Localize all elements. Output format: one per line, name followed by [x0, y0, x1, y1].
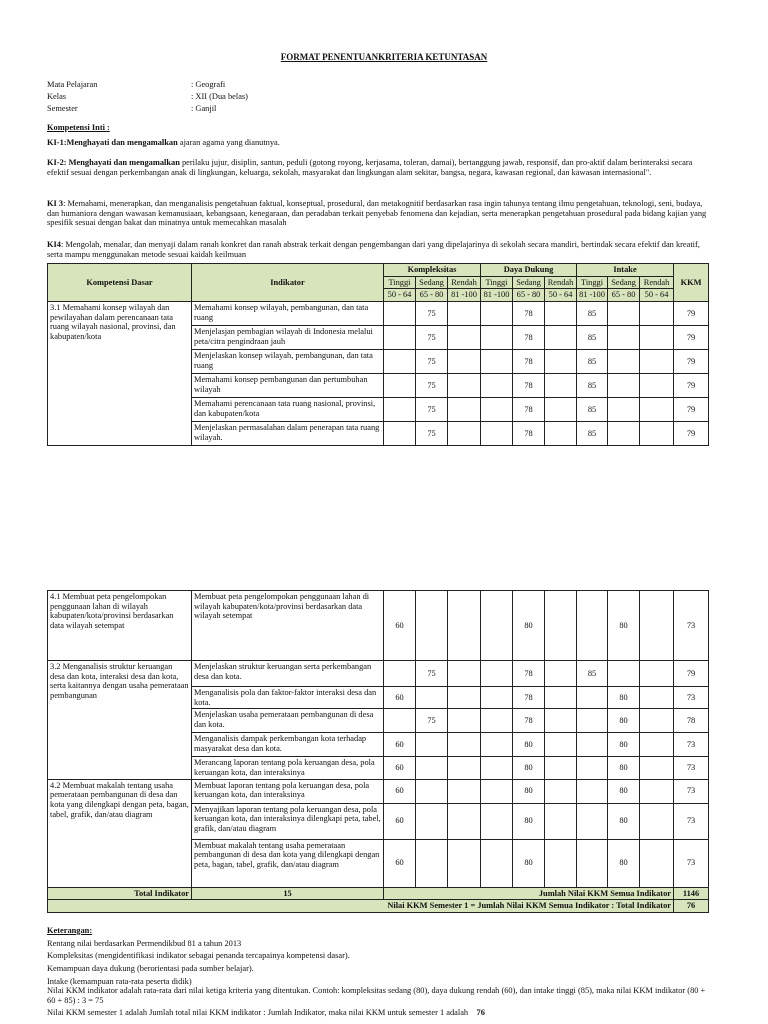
header-kompetensi-dasar: Kompetensi Dasar: [48, 264, 192, 302]
nilai-kkm-semester-value: 76: [674, 900, 709, 913]
table-row: [48, 591, 709, 661]
indikator-cell: Membuat makalah tentang usaha pemerataan pembangunan di desa dan kota yang dilengkapi dengan peta, bagan, tabel, grafik, dan/atau diagram: [192, 839, 384, 887]
score-cell: 80: [608, 733, 640, 757]
jumlah-nilai-label: Jumlah Nilai KKM Semua Indikator: [384, 887, 674, 900]
score-cell: 75: [416, 301, 448, 325]
kompetensi-dasar-cell: 4.1 Membuat peta pengelompokan penggunaan lahan di wilayah kabupaten/kota/provinsi berdasarkan data wilayah setempat: [48, 591, 192, 661]
document-title: FORMAT PENENTUANKRITERIA KETUNTASAN: [280, 52, 488, 62]
header-range: 81 -100: [448, 289, 481, 302]
score-cell: [448, 591, 481, 661]
score-cell: [448, 779, 481, 803]
score-cell: [481, 325, 513, 349]
header-level: Sedang: [608, 276, 640, 289]
ki-text: ajaran agama yang dianutnya.: [177, 138, 280, 147]
indikator-cell: Menjelaskan konsep wilayah, pembangunan, dan tata ruang: [192, 349, 384, 373]
score-cell: [545, 591, 577, 661]
score-cell: 75: [416, 373, 448, 397]
score-cell: 80: [608, 757, 640, 779]
header-kkm: KKM: [674, 264, 709, 302]
indikator-cell: Memahami konsep wilayah, pembangunan, dan tata ruang: [192, 301, 384, 325]
header-range: 65 - 80: [608, 289, 640, 302]
score-cell: [577, 733, 608, 757]
score-cell: [640, 421, 674, 445]
score-cell: [481, 301, 513, 325]
score-cell: 60: [384, 591, 416, 661]
score-cell: [448, 301, 481, 325]
score-cell: 78: [513, 709, 545, 733]
score-cell: [384, 373, 416, 397]
note-line: Kompleksitas (mengidentifikasi indikator sebagai penanda tercapainya kompetensi dasar).: [47, 951, 350, 961]
indikator-cell: Membuat laporan tentang pola keruangan desa, pola keruangan kota, dan interaksinya: [192, 779, 384, 803]
score-cell: [481, 757, 513, 779]
note-final-value: 76: [476, 1007, 485, 1017]
kompetensi-dasar-cell: 4.2 Membuat makalah tentang usaha pemerataan pembangunan di desa dan kota yang dilengkapi dengan peta, bagan, tabel, grafik, dan/atau diagram: [48, 779, 192, 887]
score-cell: [577, 709, 608, 733]
score-cell: [448, 733, 481, 757]
score-cell: [640, 839, 674, 887]
note-final-text: Nilai KKM semester 1 adalah Jumlah total nilai KKM indikator : Jumlah Indikator, maka nilai KKM untuk semester 1 adalah: [47, 1007, 469, 1017]
score-cell: [448, 349, 481, 373]
kkm-cell: 73: [674, 591, 709, 661]
score-cell: [416, 591, 448, 661]
score-cell: [545, 421, 577, 445]
header-range: 50 - 64: [640, 289, 674, 302]
header-range: 65 - 80: [416, 289, 448, 302]
score-cell: [416, 803, 448, 839]
score-cell: 78: [513, 373, 545, 397]
ki-2: [47, 158, 712, 177]
header-level: Tinggi: [384, 276, 416, 289]
score-cell: [416, 733, 448, 757]
score-cell: 78: [513, 661, 545, 687]
score-cell: 85: [577, 661, 608, 687]
score-cell: [577, 803, 608, 839]
header-range: 50 - 64: [384, 289, 416, 302]
score-cell: [448, 709, 481, 733]
kkm-cell: 73: [674, 803, 709, 839]
score-cell: 60: [384, 803, 416, 839]
meta-row: [47, 104, 447, 116]
score-cell: [545, 803, 577, 839]
note-line: Intake (kemampuan rata-rata peserta didik): [47, 976, 192, 986]
ki-text: : Memahami, menerapkan, dan menganalisis pengetahuan faktual, konseptual, prosedural, dan metakognitif berdasarkan rasa ingin tahunya tentang ilmu pengetahuan, teknologi, seni, budaya, dan humaniora dengan wawasan kemanusiaan, kebangsaan, kenegaraan, dan peradaban terkait penyebab fenomena dan kejadian, serta menerapkan pengetahuan prosedural pada bidang kajian yang spesifik sesuai dengan bakat dan minatnya untuk memecahkan masalah: [47, 199, 707, 228]
score-cell: 80: [513, 733, 545, 757]
score-cell: 80: [608, 591, 640, 661]
jumlah-nilai-value: 1146: [674, 887, 709, 900]
score-cell: 85: [577, 349, 608, 373]
score-cell: [384, 397, 416, 421]
score-cell: 60: [384, 687, 416, 709]
score-cell: [545, 779, 577, 803]
note-line: Kemampuan daya dukung (berorientasi pada sumber belajar).: [47, 963, 254, 973]
kkm-table-part-2: [47, 590, 709, 913]
kkm-cell: 78: [674, 709, 709, 733]
score-cell: 80: [513, 779, 545, 803]
score-cell: [608, 421, 640, 445]
score-cell: [481, 421, 513, 445]
score-cell: [640, 349, 674, 373]
score-cell: [577, 687, 608, 709]
header-level: Tinggi: [577, 276, 608, 289]
score-cell: [545, 301, 577, 325]
header-kompleksitas: Kompleksitas: [384, 264, 481, 277]
score-cell: [640, 779, 674, 803]
score-cell: [481, 661, 513, 687]
score-cell: 78: [513, 421, 545, 445]
score-cell: 78: [513, 325, 545, 349]
table-row: [48, 661, 709, 687]
kompetensi-dasar-cell: 3.2 Menganalisis struktur keruangan desa dan kota, interaksi desa dan kota, serta kaitannya dengan usaha pemerataan pembangunan: [48, 661, 192, 780]
header-level: Rendah: [448, 276, 481, 289]
note-line: Rentang nilai berdasarkan Permendikbud 81 a tahun 2013: [47, 938, 242, 948]
score-cell: 78: [513, 397, 545, 421]
meta-label: Kelas: [47, 92, 67, 101]
score-cell: 75: [416, 709, 448, 733]
score-cell: 85: [577, 373, 608, 397]
semester-row: [48, 900, 709, 913]
score-cell: [384, 301, 416, 325]
score-cell: [608, 397, 640, 421]
score-cell: [640, 709, 674, 733]
indikator-cell: Menganalisis dampak perkembangan kota terhadap masyarakat desa dan kota.: [192, 733, 384, 757]
score-cell: [481, 733, 513, 757]
score-cell: [384, 709, 416, 733]
score-cell: 78: [513, 301, 545, 325]
ki-1: [47, 138, 712, 148]
score-cell: [545, 709, 577, 733]
score-cell: [545, 397, 577, 421]
score-cell: 75: [416, 661, 448, 687]
score-cell: [448, 757, 481, 779]
score-cell: 60: [384, 779, 416, 803]
score-cell: [640, 757, 674, 779]
score-cell: [640, 325, 674, 349]
header-intake: Intake: [577, 264, 674, 277]
note-line: Nilai KKM indikator adalah rata-rata dari nilai ketiga kriteria yang ditentukan. Contoh: kompleksitas sedang (80), daya dukung rendah (60), dan intake tinggi (85), maka nilai KKM indikator (80 + 60 + 85) : 3 = 75: [47, 986, 706, 1005]
score-cell: [384, 661, 416, 687]
total-indikator-label: Total Indikator: [48, 887, 192, 900]
header-level: Sedang: [513, 276, 545, 289]
score-cell: [384, 325, 416, 349]
score-cell: [481, 687, 513, 709]
total-indikator-count: 15: [192, 887, 384, 900]
score-cell: [481, 839, 513, 887]
indikator-cell: Merancang laporan tentang pola keruangan desa, pola keruangan kota, dan interaksinya: [192, 757, 384, 779]
score-cell: 80: [513, 839, 545, 887]
score-cell: [448, 373, 481, 397]
score-cell: [640, 733, 674, 757]
kkm-cell: 79: [674, 349, 709, 373]
ki-text: : Mengolah, menalar, dan menyaji dalam ranah konkret dan ranah abstrak terkait dengan pengembangan dari yang dipelajarinya di sekolah secara mandiri, bertindak secara efektif dan kreatif, serta mampu menggunakan metode sesuai kaidah keilmuan: [47, 240, 700, 259]
score-cell: [481, 779, 513, 803]
score-cell: 80: [513, 757, 545, 779]
score-cell: 75: [416, 349, 448, 373]
score-cell: [545, 349, 577, 373]
header-level: Rendah: [640, 276, 674, 289]
score-cell: 75: [416, 421, 448, 445]
meta-value: : Geografi: [191, 80, 226, 89]
ki-3: [47, 199, 712, 228]
indikator-cell: Menjelaskan permasalahan dalam penerapan tata ruang wilayah.: [192, 421, 384, 445]
score-cell: [545, 733, 577, 757]
score-cell: 80: [608, 779, 640, 803]
score-cell: 60: [384, 757, 416, 779]
kkm-table-part-1: [47, 263, 709, 446]
score-cell: [545, 325, 577, 349]
kkm-cell: 79: [674, 373, 709, 397]
score-cell: [448, 325, 481, 349]
score-cell: [481, 397, 513, 421]
score-cell: 85: [577, 301, 608, 325]
kkm-cell: 79: [674, 301, 709, 325]
indikator-cell: Menjelaskan struktur keruangan serta perkembangan desa dan kota.: [192, 661, 384, 687]
score-cell: 80: [513, 803, 545, 839]
score-cell: 80: [608, 803, 640, 839]
score-cell: [416, 757, 448, 779]
notes-heading: Keterangan:: [47, 926, 93, 935]
score-cell: [545, 373, 577, 397]
score-cell: [640, 803, 674, 839]
meta-block: [47, 80, 447, 116]
score-cell: 80: [608, 709, 640, 733]
meta-row: [47, 92, 447, 104]
score-cell: [640, 661, 674, 687]
header-range: 50 - 64: [545, 289, 577, 302]
score-cell: [640, 397, 674, 421]
indikator-cell: Membuat peta pengelompokan penggunaan lahan di wilayah kabupaten/kota/provinsi berdasarkan data wilayah setempat: [192, 591, 384, 661]
score-cell: [384, 349, 416, 373]
ki-lead: KI-1:Menghayati dan mengamalkan: [47, 138, 178, 147]
score-cell: [416, 779, 448, 803]
kkm-cell: 79: [674, 397, 709, 421]
score-cell: 75: [416, 325, 448, 349]
total-row: [48, 887, 709, 900]
score-cell: 85: [577, 421, 608, 445]
score-cell: 80: [608, 839, 640, 887]
score-cell: [448, 421, 481, 445]
score-cell: [545, 687, 577, 709]
nilai-kkm-semester-label: Nilai KKM Semester 1 = Jumlah Nilai KKM Semua Indikator : Total Indikator: [48, 900, 674, 913]
ki-lead: KI-2: Menghayati dan mengamalkan: [47, 158, 180, 167]
score-cell: [545, 839, 577, 887]
indikator-cell: Menganalisis pola dan faktor-faktor interaksi desa dan kota.: [192, 687, 384, 709]
score-cell: 80: [513, 591, 545, 661]
score-cell: [608, 325, 640, 349]
score-cell: [416, 839, 448, 887]
score-cell: [448, 661, 481, 687]
score-cell: 78: [513, 349, 545, 373]
score-cell: [577, 779, 608, 803]
table-row: [48, 301, 709, 325]
score-cell: [481, 349, 513, 373]
header-level: Tinggi: [481, 276, 513, 289]
ki-heading: Kompetensi Inti :: [47, 123, 110, 132]
ki-lead: KI4: [47, 240, 61, 249]
meta-label: Mata Pelajaran: [47, 80, 98, 89]
score-cell: [416, 687, 448, 709]
meta-value: : Ganjil: [191, 104, 217, 113]
kkm-cell: 79: [674, 325, 709, 349]
meta-label: Semester: [47, 104, 78, 113]
header-indikator: Indikator: [192, 264, 384, 302]
score-cell: [608, 373, 640, 397]
indikator-cell: Menjelaskan usaha pemerataan pembangunan di desa dan kota.: [192, 709, 384, 733]
indikator-cell: Memahami konsep pembangunan dan pertumbuhan wilayah: [192, 373, 384, 397]
score-cell: [577, 591, 608, 661]
kkm-cell: 79: [674, 421, 709, 445]
score-cell: 85: [577, 397, 608, 421]
score-cell: [448, 397, 481, 421]
kkm-cell: 73: [674, 687, 709, 709]
score-cell: 60: [384, 733, 416, 757]
indikator-cell: Menyajikan laporan tentang pola keruangan desa, pola keruangan kota, dan interaksinya dilengkapi peta, tabel, grafik, dan/atau diagram: [192, 803, 384, 839]
header-level: Sedang: [416, 276, 448, 289]
score-cell: [481, 709, 513, 733]
table-row: [48, 779, 709, 803]
score-cell: [481, 591, 513, 661]
score-cell: 78: [513, 687, 545, 709]
score-cell: [640, 373, 674, 397]
score-cell: [640, 301, 674, 325]
header-range: 81 -100: [577, 289, 608, 302]
score-cell: [608, 349, 640, 373]
notes: [47, 926, 712, 1020]
header-level: Rendah: [545, 276, 577, 289]
score-cell: [448, 839, 481, 887]
kkm-cell: 73: [674, 779, 709, 803]
meta-value: : XII (Dua belas): [191, 92, 248, 101]
note-line: [47, 1008, 712, 1018]
kkm-cell: 79: [674, 661, 709, 687]
header-range: 81 -100: [481, 289, 513, 302]
score-cell: [608, 661, 640, 687]
ki-text: perilaku jujur, disiplin, santun, peduli (gotong royong, kerjasama, toleran, damai), bertanggung jawab, responsif, dan pro-aktif dalam berinteraksi secara efektif sesuai dengan perkembangan anak di lingkungan, keluarga, sekolah, masyarakat dan lingkungan alam sekitar, bangsa, negara, kawasan regional, dan kawasan internasional".: [47, 158, 693, 177]
score-cell: [640, 687, 674, 709]
score-cell: [481, 373, 513, 397]
kkm-cell: 73: [674, 733, 709, 757]
score-cell: [640, 591, 674, 661]
meta-row: [47, 80, 447, 92]
indikator-cell: Menjelasjan pembagian wilayah di Indonesia melalui peta/citra pengindraan jauh: [192, 325, 384, 349]
score-cell: 80: [608, 687, 640, 709]
score-cell: [448, 803, 481, 839]
score-cell: [545, 661, 577, 687]
score-cell: [577, 839, 608, 887]
score-cell: [448, 687, 481, 709]
score-cell: [384, 421, 416, 445]
ki-4: [47, 240, 712, 259]
header-daya-dukung: Daya Dukung: [481, 264, 577, 277]
kompetensi-dasar-cell: 3.1 Memahami konsep wilayah dan pewilayahan dalam perencanaan tata ruang wilayah nasional, provinsi, dan kabupaten/kota: [48, 301, 192, 445]
score-cell: 75: [416, 397, 448, 421]
indikator-cell: Memahami perencanaan tata ruang nasional, provinsi, dan kabupaten/kota: [192, 397, 384, 421]
score-cell: [577, 757, 608, 779]
score-cell: [481, 803, 513, 839]
score-cell: [608, 301, 640, 325]
ki-lead: KI 3: [47, 199, 64, 208]
kkm-cell: 73: [674, 757, 709, 779]
score-cell: 85: [577, 325, 608, 349]
header-range: 65 - 80: [513, 289, 545, 302]
kkm-cell: 73: [674, 839, 709, 887]
score-cell: 60: [384, 839, 416, 887]
score-cell: [545, 757, 577, 779]
